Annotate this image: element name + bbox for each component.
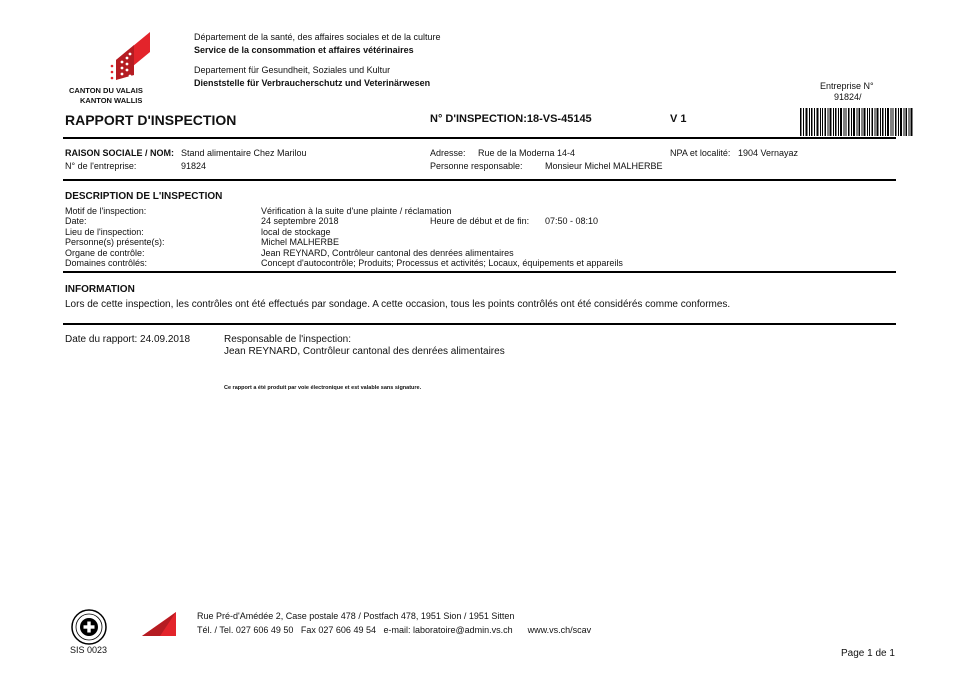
- report-title: RAPPORT D'INSPECTION: [65, 112, 237, 128]
- footer-address: Rue Pré-d'Amédée 2, Case postale 478 / Postfach 478, 1951 Sion / 1951 Sitten: [197, 611, 515, 621]
- desc-value-lieu: local de stockage: [261, 226, 331, 237]
- barcode-icon: [800, 108, 914, 136]
- entreprise-label: Entreprise N°: [820, 81, 874, 91]
- desc-label-lieu: Lieu de l'inspection:: [65, 226, 144, 237]
- information-text: Lors de cette inspection, les contrôles ont été effectués par sondage. A cette occasion, tous les points contrôlés ont été considérés comme conformes.: [65, 299, 731, 310]
- title-rule: [63, 137, 896, 139]
- adresse-label: Adresse:: [430, 148, 466, 158]
- version: V 1: [670, 113, 687, 125]
- information-heading: INFORMATION: [65, 284, 135, 295]
- service-fr: Service de la consommation et affaires vétérinaires: [194, 45, 414, 55]
- desc-label-domaines: Domaines contrôlés:: [65, 258, 148, 268]
- canton-name-de: KANTON WALLIS: [80, 96, 143, 105]
- desc-value-date: 24 septembre 2018: [261, 216, 339, 227]
- npa-label: NPA et localité:: [670, 148, 731, 158]
- electronic-notice: Ce rapport a été produit par voie électronique et est valable sans signature.: [224, 385, 422, 391]
- desc-label-organe: Organe de contrôle:: [65, 247, 145, 258]
- heure-value: 07:50 - 08:10: [545, 216, 599, 227]
- desc-value-motif: Vérification à la suite d'une plainte / réclamation: [261, 206, 452, 216]
- heure-label: Heure de début et de fin:: [430, 216, 530, 227]
- desc-value-personnes: Michel MALHERBE: [261, 237, 340, 248]
- desc-label-personnes: Personne(s) présente(s):: [65, 237, 165, 248]
- sis-logo: [70, 608, 108, 646]
- page-number: Page 1 de 1: [841, 648, 895, 659]
- service-de: Dienststelle für Verbraucherschutz und Veterinärwesen: [194, 78, 431, 88]
- entreprise-value: 91824/: [834, 92, 862, 102]
- raison-label: RAISON SOCIALE / NOM:: [65, 148, 175, 158]
- raison-value: Stand alimentaire Chez Marilou: [181, 148, 307, 158]
- inspection-number: N° D'INSPECTION:18-VS-45145: [430, 113, 592, 125]
- entreprise-no-label: N° de l'entreprise:: [65, 161, 137, 171]
- valais-triangle-icon: [142, 612, 176, 636]
- responsable-value: Monsieur Michel MALHERBE: [545, 161, 663, 171]
- sis-number: SIS 0023: [70, 645, 108, 655]
- responsable-inspection-label: Responsable de l'inspection:: [224, 334, 351, 345]
- adresse-value: Rue de la Moderna 14-4: [478, 148, 576, 158]
- description-rule: [63, 271, 896, 273]
- barcode: [800, 108, 914, 136]
- valais-flag-icon: [108, 30, 154, 86]
- swiss-cross-seal-icon: [70, 608, 108, 646]
- entreprise-no-value: 91824: [181, 161, 207, 171]
- dept-de: Departement für Gesundheit, Soziales und Kultur: [194, 65, 391, 75]
- desc-value-organe: Jean REYNARD, Contrôleur cantonal des denrées alimentaires: [261, 247, 514, 258]
- canton-name-fr: CANTON DU VALAIS: [69, 86, 143, 95]
- responsable-label: Personne responsable:: [430, 161, 523, 171]
- desc-label-date: Date:: [65, 216, 87, 227]
- footer-contact: Tél. / Tel. 027 606 49 50 Fax 027 606 49 54 e-mail: laboratoire@admin.vs.ch www.vs.ch/scav: [197, 625, 592, 635]
- npa-value: 1904 Vernayaz: [738, 148, 799, 158]
- canton-logo: [108, 30, 154, 86]
- desc-label-motif: Motif de l'inspection:: [65, 206, 147, 216]
- information-rule: [63, 323, 896, 325]
- valais-footer-logo: [142, 612, 176, 636]
- dept-fr: Département de la santé, des affaires sociales et de la culture: [194, 32, 441, 42]
- date-rapport: Date du rapport: 24.09.2018: [65, 334, 191, 345]
- company-rule: [63, 179, 896, 181]
- desc-value-domaines: Concept d'autocontrôle; Produits; Processus et activités; Locaux, équipements et appareils: [261, 258, 623, 268]
- responsable-inspection-value: Jean REYNARD, Contrôleur cantonal des denrées alimentaires: [224, 346, 505, 357]
- description-heading: DESCRIPTION DE L'INSPECTION: [65, 191, 223, 202]
